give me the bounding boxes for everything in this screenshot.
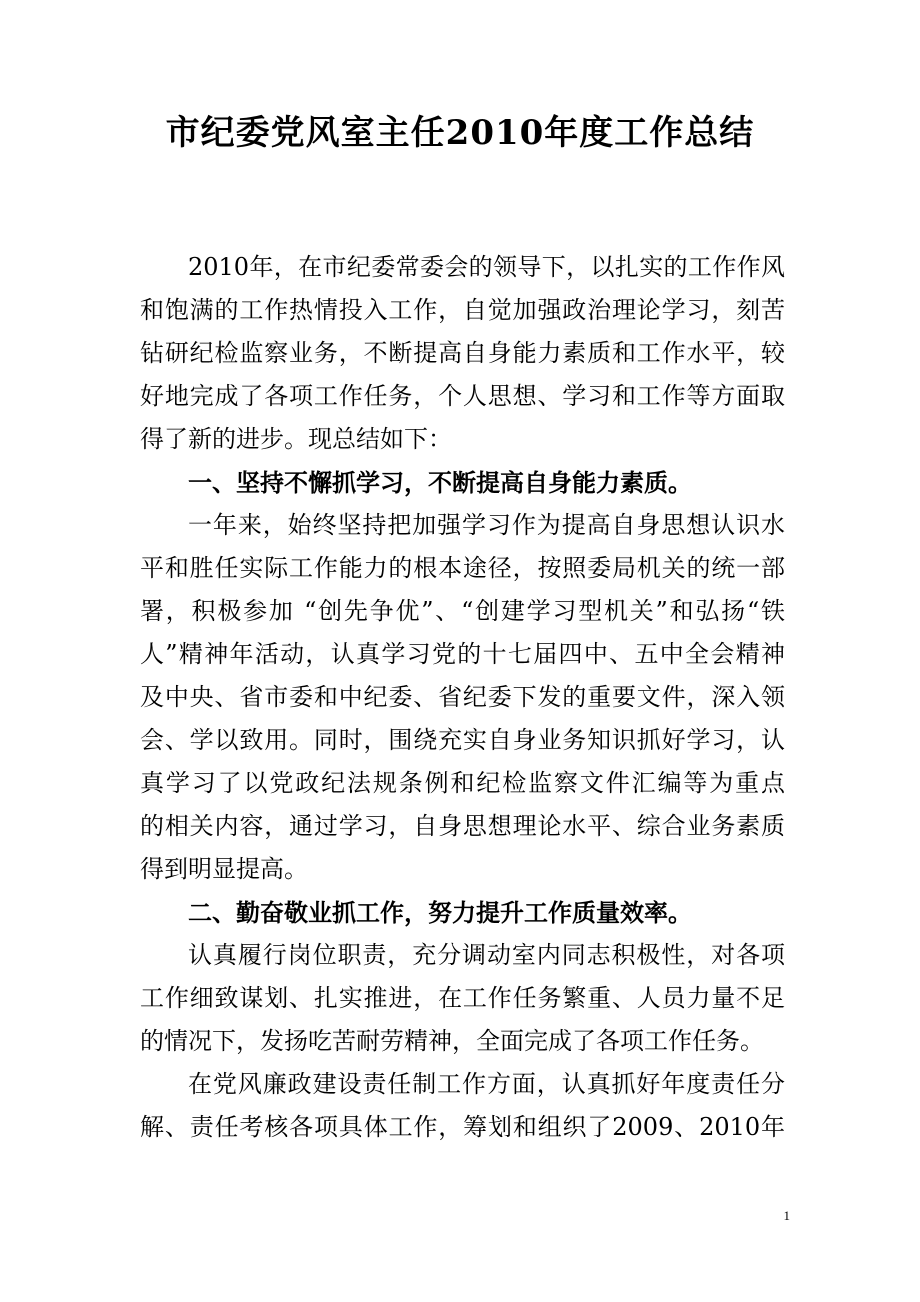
- paragraph-line: 署，积极参加 “创先争优”、“创建学习型机关”和弘扬“铁: [140, 597, 785, 625]
- document-title: 市纪委党风室主任2010年度工作总结: [165, 113, 755, 153]
- paragraph-line: 的情况下，发扬吃苦耐劳精神，全面完成了各项工作任务。: [140, 1027, 764, 1055]
- paragraph-line: 会、学以致用。同时，围绕充实自身业务知识抓好学习，认: [140, 726, 785, 754]
- paragraph-line: 钻研纪检监察业务，不断提高自身能力素质和工作水平，较: [140, 339, 785, 367]
- paragraph-line: 的相关内容，通过学习，自身思想理论水平、综合业务素质: [140, 812, 785, 840]
- paragraph-line: 在党风廉政建设责任制工作方面，认真抓好年度责任分: [188, 1070, 785, 1098]
- paragraph-line: 及中央、省市委和中纪委、省纪委下发的重要文件，深入领: [140, 683, 785, 711]
- paragraph-line: 工作细致谋划、扎实推进，在工作任务繁重、人员力量不足: [140, 984, 785, 1012]
- paragraph-line: 2010年，在市纪委常委会的领导下，以扎实的工作作风: [188, 253, 785, 281]
- paragraph-line: 平和胜任实际工作能力的根本途径，按照委局机关的统一部: [140, 554, 785, 582]
- paragraph-line: 得到明显提高。: [140, 855, 308, 883]
- paragraph-line: 认真履行岗位职责，充分调动室内同志积极性，对各项: [188, 941, 785, 969]
- document-body: [140, 246, 785, 1149]
- page-number: 1: [783, 1208, 790, 1223]
- paragraph-line: 得了新的进步。现总结如下：: [140, 425, 452, 453]
- paragraph-line: 真学习了以党政纪法规条例和纪检监察文件汇编等为重点: [140, 769, 785, 797]
- paragraph-line: 和饱满的工作热情投入工作，自觉加强政治理论学习，刻苦: [140, 296, 785, 324]
- paragraph-line: 人”精神年活动，认真学习党的十七届四中、五中全会精神: [140, 640, 785, 668]
- paragraph-line: 好地完成了各项工作任务，个人思想、学习和工作等方面取: [140, 382, 785, 410]
- section-heading-2: 二、勤奋敬业抓工作，努力提升工作质量效率。: [188, 898, 692, 927]
- paragraph-line: 一年来，始终坚持把加强学习作为提高自身思想认识水: [188, 511, 785, 539]
- section-heading-1: 一、坚持不懈抓学习，不断提高自身能力素质。: [188, 468, 692, 497]
- paragraph-line: 解、责任考核各项具体工作，筹划和组织了2009、2010年: [140, 1113, 785, 1141]
